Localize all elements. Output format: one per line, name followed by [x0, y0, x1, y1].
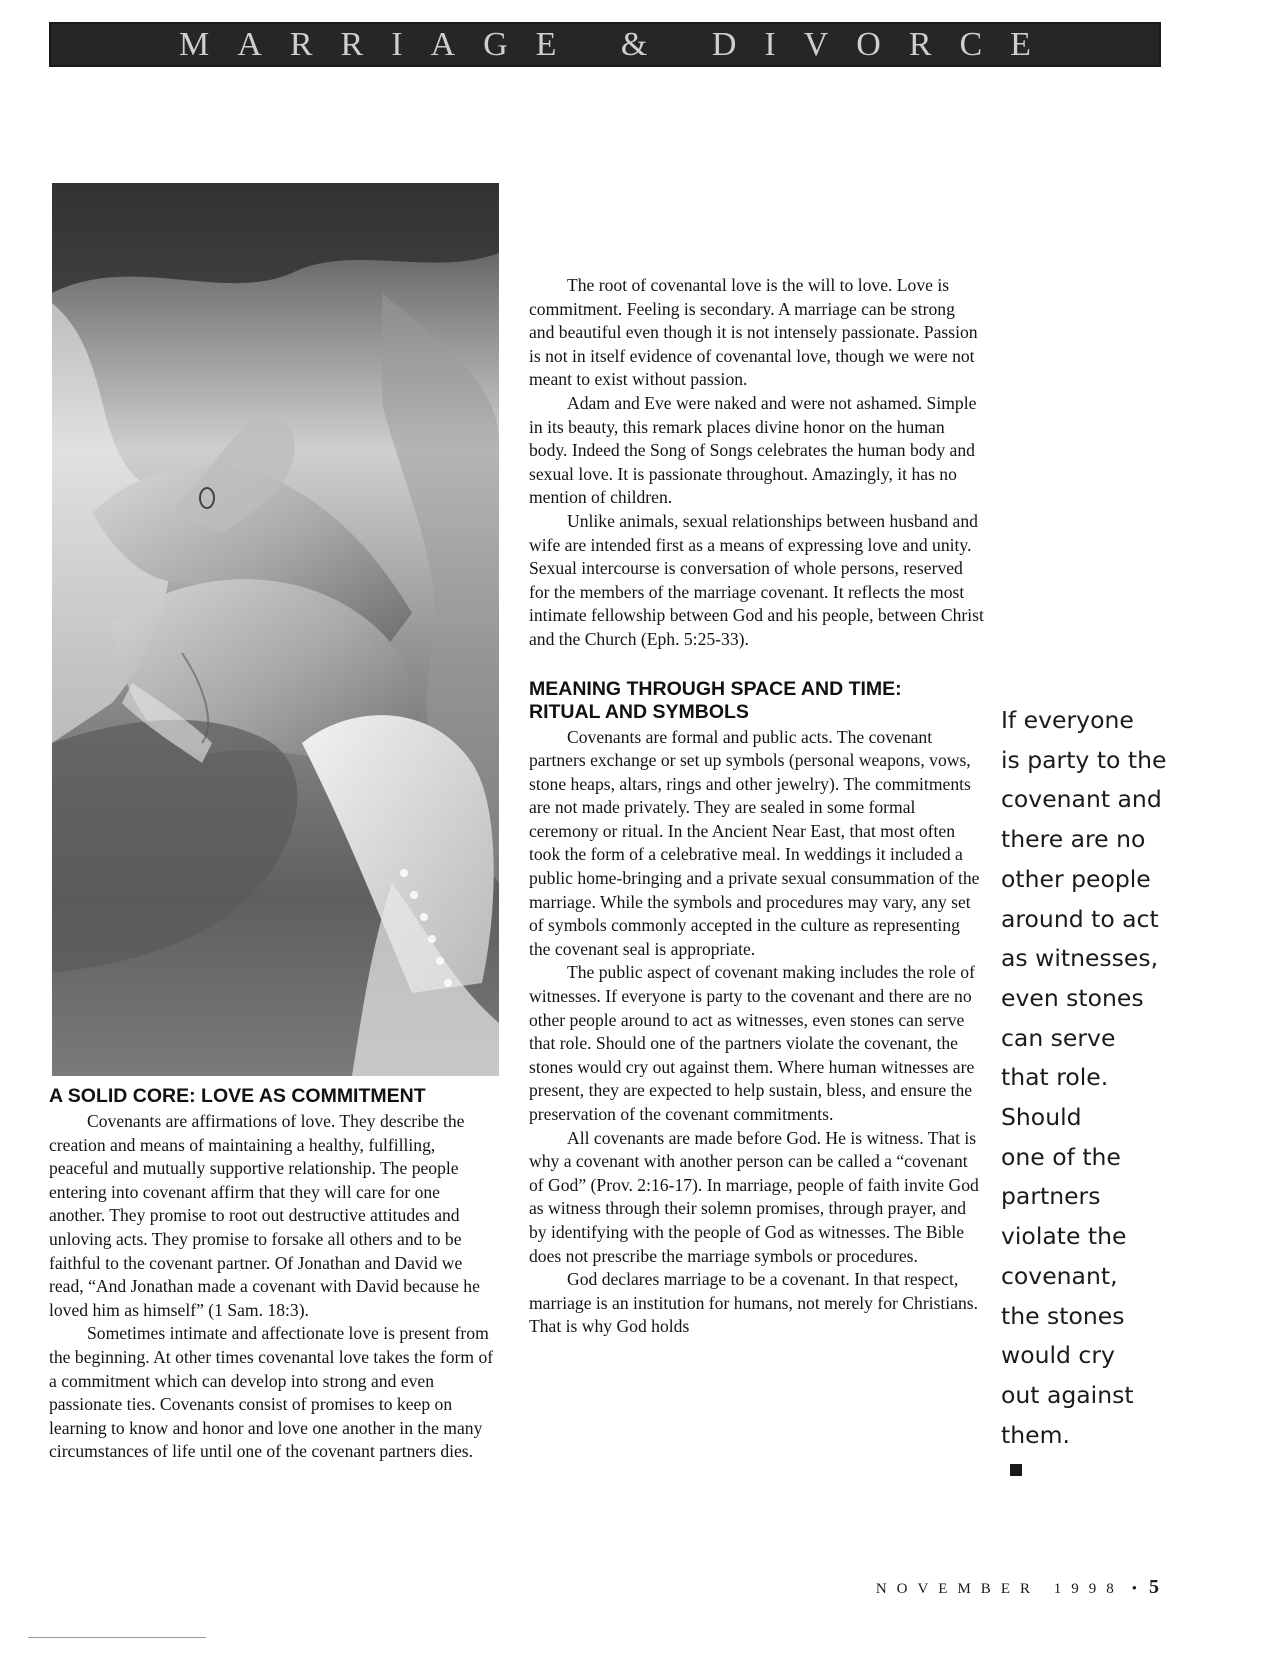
body-paragraph: Covenants are formal and public acts. The covenant partners exchange or set up symbols (personal weapons, vows, stone heaps, altars, rings and other jewelry). The commitments are not made privately. They are sealed in some formal ceremony or ritual. In the Ancient Near East, that most often took the form of a celebrative meal. In weddings it included a public home-bringing and a private sexual consummation of the marriage. While the symbols and procedures may vary, any set of symbols commonly accepted in the culture as representing the covenant seal is appropriate. [529, 726, 980, 959]
pull-quote-line: other people [1001, 864, 1151, 893]
body-paragraph: The root of covenantal love is the will to love. Love is commitment. Feeling is secondary. A marriage can be strong and beautiful even though it is not intensely passionate. Passion is not in itself evidence of covenantal love, though we were not meant to exist without passion. [529, 275, 978, 390]
heading-line: RITUAL AND SYMBOLS [529, 700, 749, 723]
pull-quote-line: around to act [1001, 904, 1159, 933]
body-paragraph: Sometimes intimate and affectionate love is present from the beginning. At other times covenantal love takes the form of a commitment which can develop into strong and even passionate ties. Covenants consist of promises to keep on learning to know and honor and love one another in the many circumstances of life until one of the covenant partners dies. [49, 1323, 494, 1462]
pull-quote-line: there are no [1001, 825, 1146, 854]
heading-line: MEANING THROUGH SPACE AND TIME: [529, 677, 902, 700]
body-paragraph: All covenants are made before God. He is witness. That is why a covenant with another person can be called a “covenant of God” (Prov. 2:16-17). In marriage, people of faith invite God as witness through their solemn promises, through prayer, and by identifying with the people of God as witnesses. The Bible does not prescribe the marriage symbols or procedures. [529, 1127, 979, 1266]
pull-quote-line: as witnesses, [1001, 944, 1159, 973]
body-paragraph: Unlike animals, sexual relationships between husband and wife are intended first as a means of expressing love and unity. Sexual intercourse is conversation of whole persons, reserved for the members of the marriage covenant. It reflects the most intimate fellowship between God and his people, between Christ and the Church (Eph. 5:25-33). [529, 510, 984, 649]
pull-quote-line: one of the [1001, 1142, 1121, 1171]
pull-quote-line: Should [1001, 1103, 1082, 1132]
pull-quote-line: them. [1001, 1420, 1070, 1449]
wedding-hands-photo [52, 183, 499, 1076]
footer-rule-divider [28, 1637, 206, 1638]
pull-quote-line: even stones [1001, 983, 1144, 1012]
issue-date: NOVEMBER 1998 [875, 1581, 1124, 1597]
pull-quote [1001, 701, 1176, 1455]
section-title: MARRIAGE & DIVORCE [179, 25, 1059, 63]
body-paragraph: Adam and Eve were naked and were not ashamed. Simple in its beauty, this remark places divine honor on the human body. Indeed the Song of Songs celebrates the human body and sexual love. It is passionate throughout. Amazingly, it has no mention of children. [529, 392, 977, 508]
pull-quote-line: partners [1001, 1182, 1101, 1211]
pull-quote-line: is party to the [1001, 745, 1167, 774]
pull-quote-line: If everyone [1001, 706, 1134, 734]
section-heading-love-as-commitment: A SOLID CORE: LOVE AS COMMITMENT [49, 1085, 426, 1107]
pull-quote-line: covenant, [1001, 1261, 1118, 1290]
pull-quote-line: the stones [1001, 1301, 1125, 1330]
body-paragraph: God declares marriage to be a covenant. In that respect, marriage is an institution for humans, not merely for Christians. That is why God holds [529, 1269, 979, 1337]
page-number: 5 [1149, 1576, 1159, 1598]
pull-quote-line: that role. [1001, 1063, 1109, 1092]
bullet-separator: • [1131, 1581, 1137, 1597]
pull-quote-line: can serve [1001, 1023, 1116, 1052]
body-paragraph: The public aspect of covenant making includes the role of witnesses. If everyone is party to the covenant and there are no other people around to act as witnesses, even stones can serve that role. Should one of the partners violate the covenant, the stones would cry out against them. Where human witnesses are present, they are expected to help sustain, bless, and ensure the preservation of the covenant commitments. [529, 962, 975, 1124]
photo-illustration [52, 183, 499, 1076]
pull-quote-line: covenant and [1001, 785, 1162, 814]
section-heading-ritual-and-symbols [529, 678, 984, 724]
pull-quote-line: violate the [1001, 1222, 1127, 1251]
middle-column [529, 274, 984, 1339]
page-footer [876, 1576, 1159, 1599]
left-column [49, 1085, 499, 1464]
pull-quote-line: out against [1001, 1380, 1134, 1409]
body-paragraph: Covenants are affirmations of love. They describe the creation and means of maintaining a healthy, fulfilling, peaceful and mutually supportive relationship. The people entering into covenant affirm that they will care for one another. They promise to root out destructive attitudes and unloving acts. They promise to forsake all others and to be faithful to the covenant partner. Of Jonathan and David we read, “And Jonathan made a covenant with David because he loved him as himself” (1 Sam. 18:3). [49, 1111, 480, 1320]
end-of-article-square-icon [1010, 1464, 1022, 1476]
section-header-bar [49, 22, 1161, 67]
pull-quote-line: would cry [1001, 1341, 1115, 1370]
